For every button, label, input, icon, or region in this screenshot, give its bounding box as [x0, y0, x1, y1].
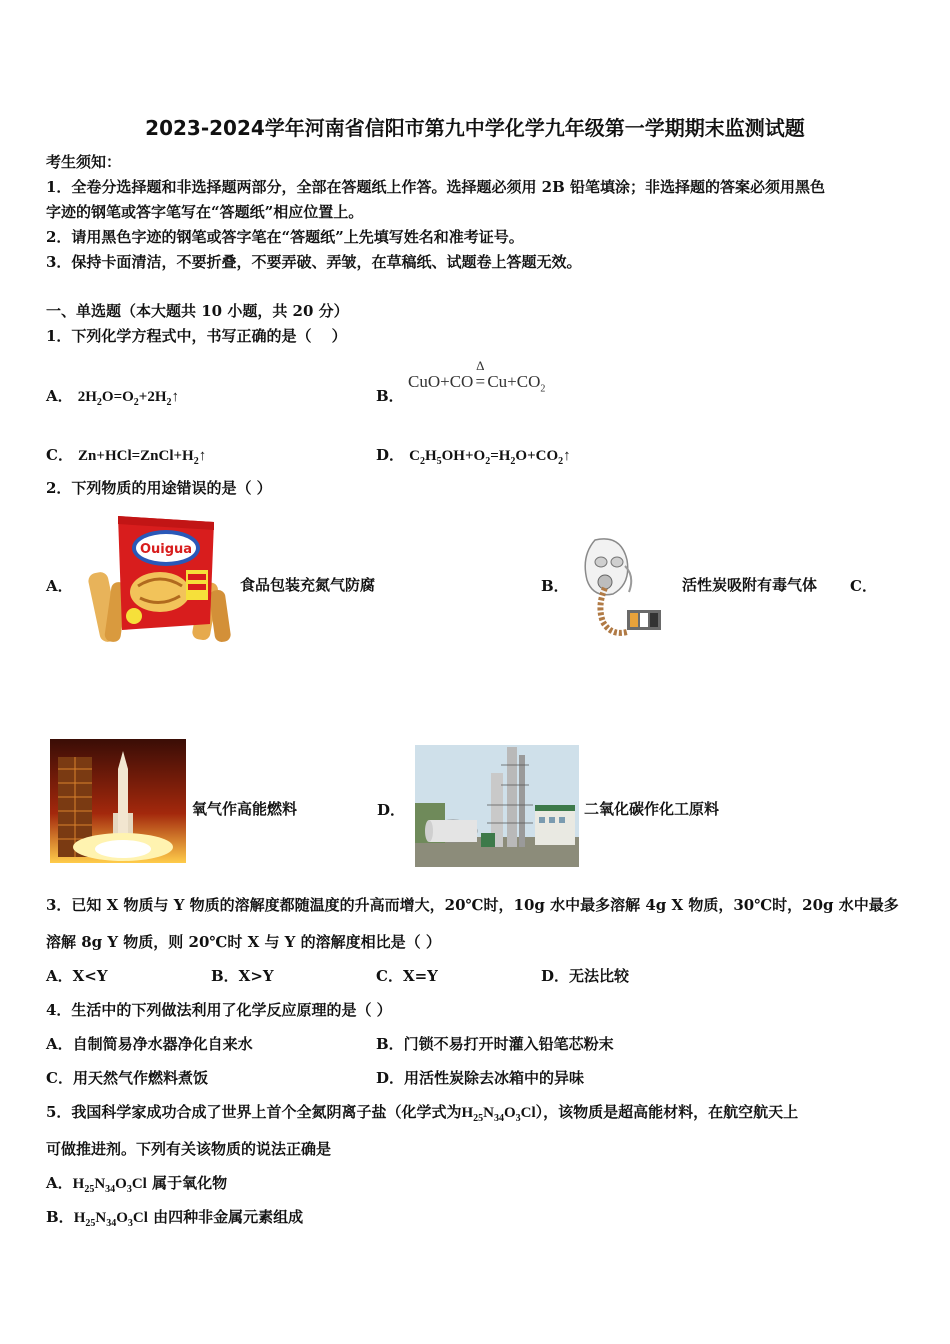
q1-c-label: C． — [46, 446, 73, 464]
gas-mask-image — [575, 536, 667, 644]
q1-b-label: B． — [376, 387, 404, 405]
q1-option-b — [376, 385, 404, 406]
rocket-launch-image — [50, 739, 186, 863]
q1-c-equation: $Zn+HCl=ZnCl+H_2↑$ — [78, 448, 207, 467]
q1-d-label: D． — [376, 446, 405, 464]
q2-d-text: 二氧化碳作化工原料 — [584, 800, 720, 818]
snack-bag-image — [86, 512, 234, 646]
page-title: 2023-2024学年河南省信阳市第九中学化学九年级第一学期期末监测试题 — [145, 116, 805, 140]
q2-b-label: B． — [541, 577, 569, 595]
q5-a-formula: $H_{25}N_{34}O_3Cl$ — [72, 1176, 147, 1195]
q5-b-formula: $H_{25}N_{34}O_3Cl$ — [73, 1210, 148, 1229]
q1-a-equation: $2H_2O=O_2+2H_2↑$ — [77, 389, 180, 408]
q3-stem-1: 3．已知 X 物质与 Y 物质的溶解度都随温度的升高而增大，20℃时，10g 水中最多溶解 4g X 物质，30℃时，20g 水中最多 — [46, 896, 899, 914]
q5-formula: $H_{25}N_{34}O_3Cl$ — [461, 1105, 536, 1124]
gas-arrow-icon: ↑ — [198, 448, 207, 464]
chemical-plant-image — [415, 745, 579, 867]
q2-c-text: 氧气作高能燃料 — [192, 800, 298, 818]
q2-b-text: 活性炭吸附有毒气体 — [682, 576, 818, 594]
q5-stem-1: 5．我国科学家成功合成了世界上首个全氮阴离子盐（化学式为$H_{25}N_{34}O_3Cl$），该物质是超高能材料，在航空航天上 — [46, 1103, 799, 1124]
q5-stem-2: 可做推进剂。下列有关该物质的说法正确是 — [46, 1140, 332, 1158]
notice-line-2: 2．请用黑色字迹的钢笔或答字笔在“答题纸”上先填写姓名和准考证号。 — [46, 228, 524, 246]
q1-option-d — [376, 444, 571, 467]
q4-stem: 4．生活中的下列做法利用了化学反应原理的是（ ） — [46, 1001, 392, 1019]
snack-brand-text: Ouigua — [139, 542, 193, 557]
q1-stem: 1．下列化学方程式中，书写正确的是（ ） — [46, 327, 347, 345]
q1-option-a — [46, 385, 179, 408]
q3-stem-2: 溶解 8g Y 物质，则 20℃时 X 与 Y 的溶解度相比是（ ） — [46, 933, 441, 951]
q2-a-text: 食品包装充氮气防腐 — [240, 576, 376, 594]
q1-option-c — [46, 444, 206, 467]
notice-heading: 考生须知： — [46, 153, 122, 171]
q2-c-label: C． — [850, 577, 877, 595]
gas-arrow-icon: ↑ — [171, 389, 180, 405]
q3-option-b: B．X>Y — [211, 967, 274, 985]
q4-option-b: B．门锁不易打开时灌入铅笔芯粉末 — [376, 1035, 614, 1053]
q5-option-a: A．$H_{25}N_{34}O_3Cl$ 属于氧化物 — [46, 1174, 228, 1195]
section-heading: 一、单选题（本大题共 10 小题，共 20 分） — [46, 302, 349, 320]
q4-option-d: D．用活性炭除去冰箱中的异味 — [376, 1069, 585, 1087]
notice-line-1b: 字迹的钢笔或答字笔写在“答题纸”相应位置上。 — [46, 203, 364, 221]
q4-option-a: A．自制简易净水器净化自来水 — [46, 1035, 253, 1053]
q2-d-label: D． — [377, 801, 406, 819]
gas-arrow-icon: ↑ — [563, 448, 571, 464]
q3-option-d: D．无法比较 — [541, 967, 630, 985]
q1-d-equation: $C_2H_5OH+O_2=H_2O+CO_2↑$ — [409, 448, 571, 467]
q1-a-label: A． — [46, 387, 73, 405]
notice-line-1a: 1．全卷分选择题和非选择题两部分，全部在答题纸上作答。选择题必须用 2B 铅笔填涂；非选择题的答案必须用黑色 — [46, 178, 826, 196]
heat-delta-icon: Δ — [476, 358, 485, 373]
q3-option-a: A．X<Y — [46, 967, 108, 985]
q2-stem: 2．下列物质的用途错误的是（ ） — [46, 479, 272, 497]
q3-option-c: C．X=Y — [376, 967, 438, 985]
q1-b-equation: CuO+CO Δ = $Cu+CO_2$ — [408, 358, 546, 395]
notice-line-3: 3．保持卡面清洁，不要折叠，不要弄破、弄皱，在草稿纸、试题卷上答题无效。 — [46, 253, 582, 271]
q2-a-label: A． — [46, 577, 73, 595]
q4-option-c: C．用天然气作燃料煮饭 — [46, 1069, 208, 1087]
q5-option-b: B．$H_{25}N_{34}O_3Cl$ 由四种非金属元素组成 — [46, 1208, 304, 1229]
